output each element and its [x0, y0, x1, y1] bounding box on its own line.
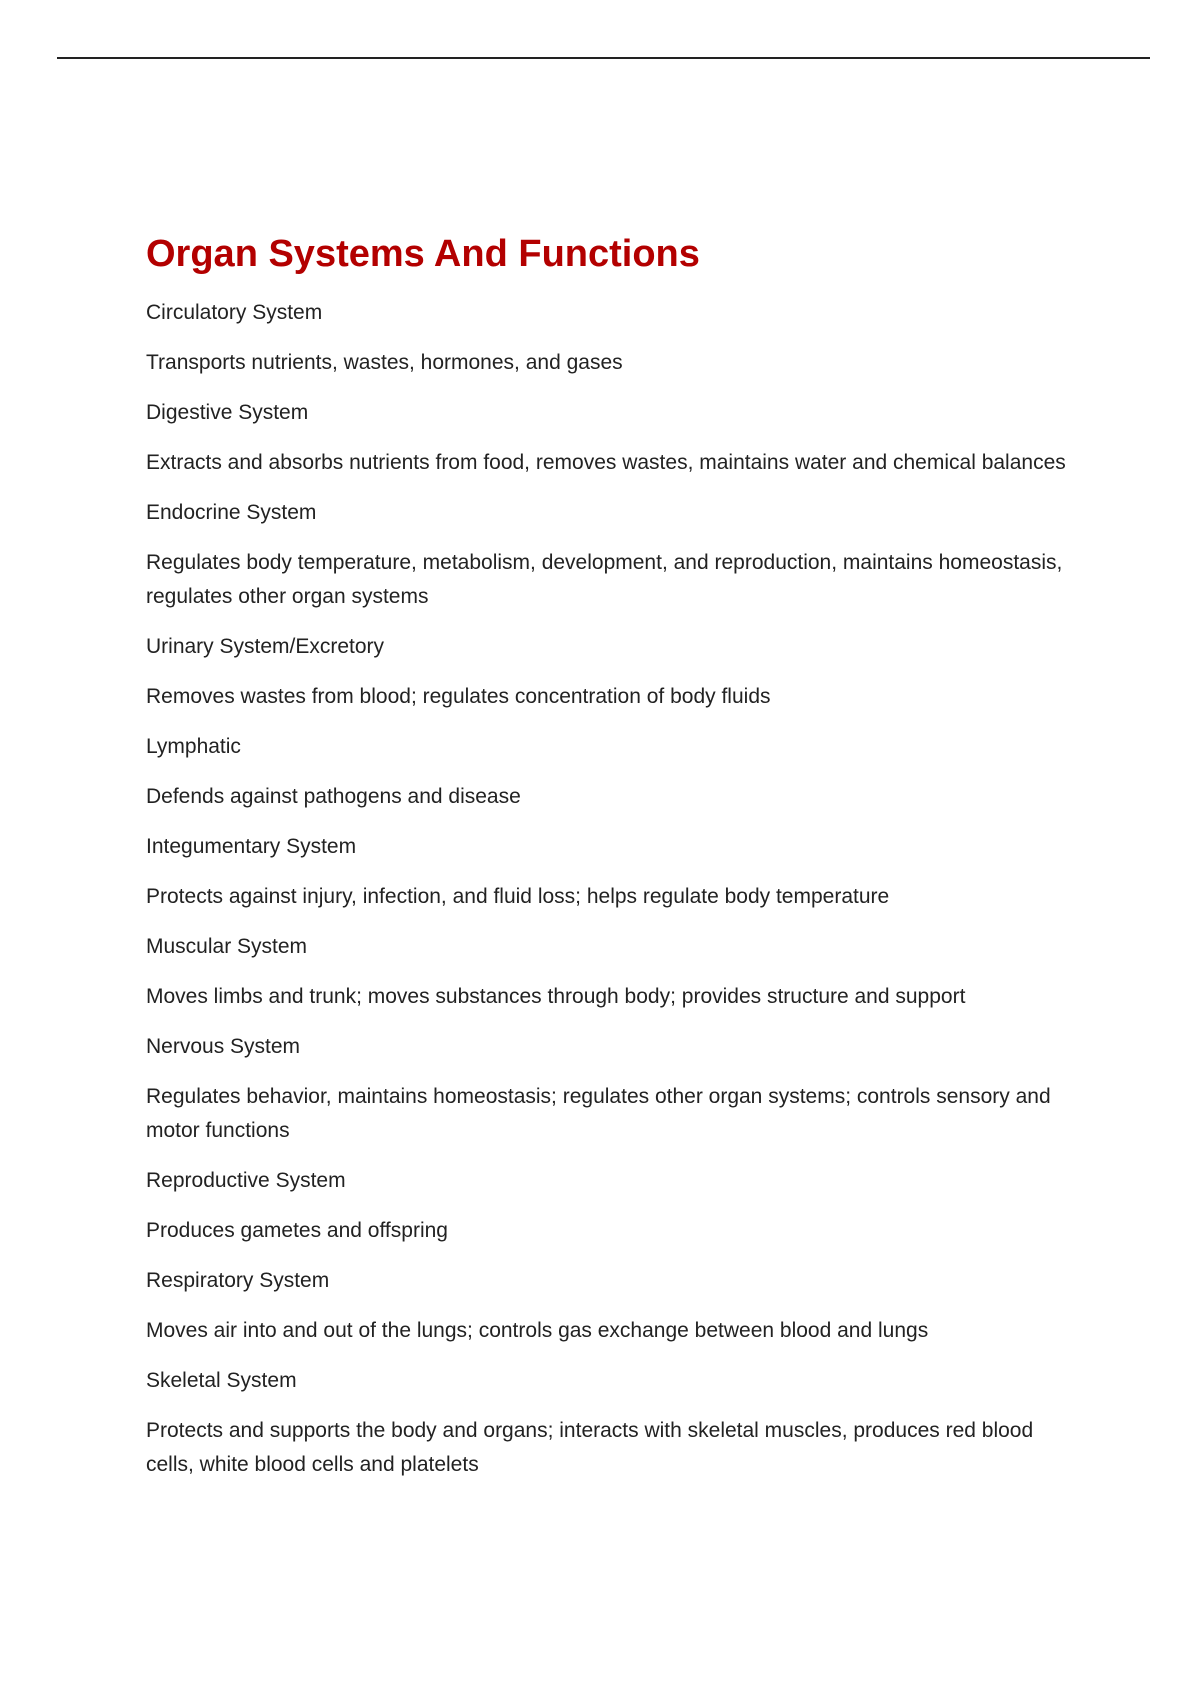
system-name: Skeletal System	[146, 1369, 297, 1392]
system-description: Regulates behavior, maintains homeostasis; regulates other organ systems; controls sensory and motor functions	[146, 1085, 1051, 1142]
system-name: Digestive System	[146, 401, 309, 424]
system-name: Circulatory System	[146, 301, 323, 324]
page-title: Organ Systems And Functions	[146, 233, 700, 275]
system-name: Endocrine System	[146, 501, 317, 524]
system-name: Nervous System	[146, 1035, 301, 1058]
header-rule	[57, 57, 1150, 59]
system-description: Removes wastes from blood; regulates concentration of body fluids	[146, 685, 771, 708]
system-description: Defends against pathogens and disease	[146, 785, 521, 808]
system-description: Extracts and absorbs nutrients from food, removes wastes, maintains water and chemical balances	[146, 451, 1066, 474]
system-description: Transports nutrients, wastes, hormones, and gases	[146, 351, 623, 374]
system-name: Reproductive System	[146, 1169, 346, 1192]
system-name: Respiratory System	[146, 1269, 330, 1292]
system-description: Moves air into and out of the lungs; controls gas exchange between blood and lungs	[146, 1319, 929, 1342]
system-description: Regulates body temperature, metabolism, development, and reproduction, maintains homeostasis, regulates other organ systems	[146, 551, 1063, 608]
document-body	[146, 226, 1076, 1498]
system-name: Integumentary System	[146, 835, 357, 858]
system-name: Urinary System/Excretory	[146, 635, 385, 658]
system-description: Protects against injury, infection, and fluid loss; helps regulate body temperature	[146, 885, 890, 908]
system-description: Produces gametes and offspring	[146, 1219, 448, 1242]
system-description: Moves limbs and trunk; moves substances through body; provides structure and support	[146, 985, 966, 1008]
system-name: Lymphatic	[146, 735, 241, 758]
system-name: Muscular System	[146, 935, 308, 958]
system-description: Protects and supports the body and organs; interacts with skeletal muscles, produces red blood cells, white blood cells and platelets	[146, 1419, 1034, 1476]
